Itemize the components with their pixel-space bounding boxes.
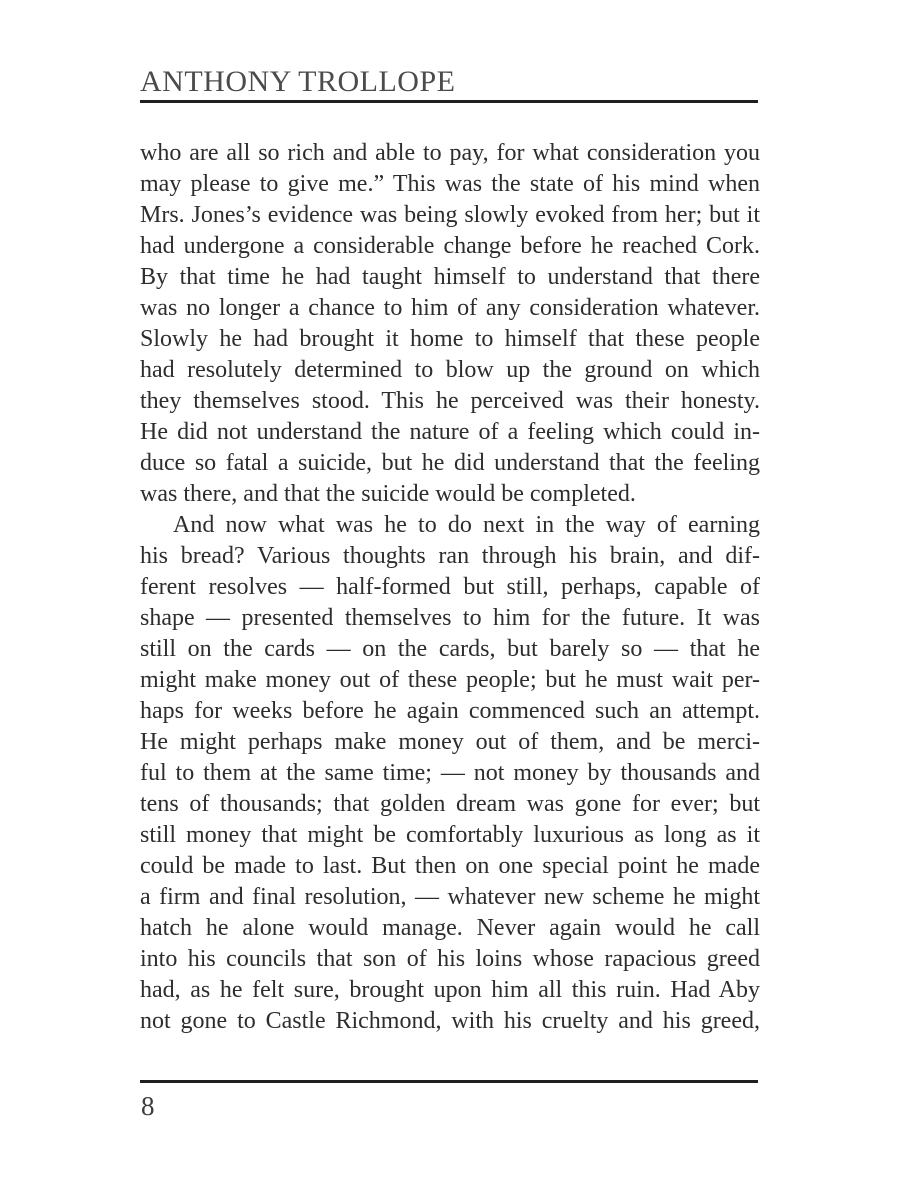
text-line: a firm and final resolution, — whatever new scheme he might [140,884,760,910]
text-line: was there, and that the suicide would be completed. [140,481,636,507]
text-line: had undergone a considerable change before he reached Cork. [140,233,760,259]
text-line: still money that might be comfortably luxurious as long as it [140,822,760,848]
text-line: Slowly he had brought it home to himself that these people [140,326,760,352]
running-header [140,66,760,98]
text-line: shape — presented themselves to him for the future. It was [140,605,760,631]
text-line: He might perhaps make money out of them, and be merci- [140,729,760,755]
text-line: had, as he felt sure, brought upon him all this ruin. Had Aby [140,977,760,1003]
text-line: ferent resolves — half-formed but still, perhaps, capable of [140,574,760,600]
text-line: hatch he alone would manage. Never again would he call [140,915,760,941]
text-line: his bread? Various thoughts ran through his brain, and dif- [140,543,760,569]
header-rule [140,100,758,103]
text-line: duce so fatal a suicide, but he did understand that the feeling [140,450,760,476]
text-line: He did not understand the nature of a feeling which could in- [140,419,760,445]
text-line: they themselves stood. This he perceived was their honesty. [140,388,760,414]
text-line: still on the cards — on the cards, but barely so — that he [140,636,760,662]
text-line: might make money out of these people; but he must wait per- [140,667,760,693]
body-text [140,138,760,1037]
text-line: And now what was he to do next in the way of earning [173,512,760,538]
text-line: was no longer a chance to him of any consideration whatever. [140,295,760,321]
text-line: not gone to Castle Richmond, with his cruelty and his greed, [140,1008,760,1034]
text-line: may please to give me.” This was the state of his mind when [140,171,760,197]
text-line: ful to them at the same time; — not money by thousands and [140,760,760,786]
text-line: into his councils that son of his loins whose rapacious greed [140,946,760,972]
text-line: haps for weeks before he again commenced such an attempt. [140,698,760,724]
text-line: Mrs. Jones’s evidence was being slowly evoked from her; but it [140,202,760,228]
page-number: 8 [141,1091,155,1121]
footer-rule [140,1080,758,1083]
text-line: who are all so rich and able to pay, for what consideration you [140,140,760,166]
text-line: could be made to last. But then on one special point he made [140,853,760,879]
author-name: ANTHONY TROLLOPE [140,65,456,98]
text-line: By that time he had taught himself to understand that there [140,264,760,290]
text-line: tens of thousands; that golden dream was gone for ever; but [140,791,760,817]
text-line: had resolutely determined to blow up the ground on which [140,357,760,383]
